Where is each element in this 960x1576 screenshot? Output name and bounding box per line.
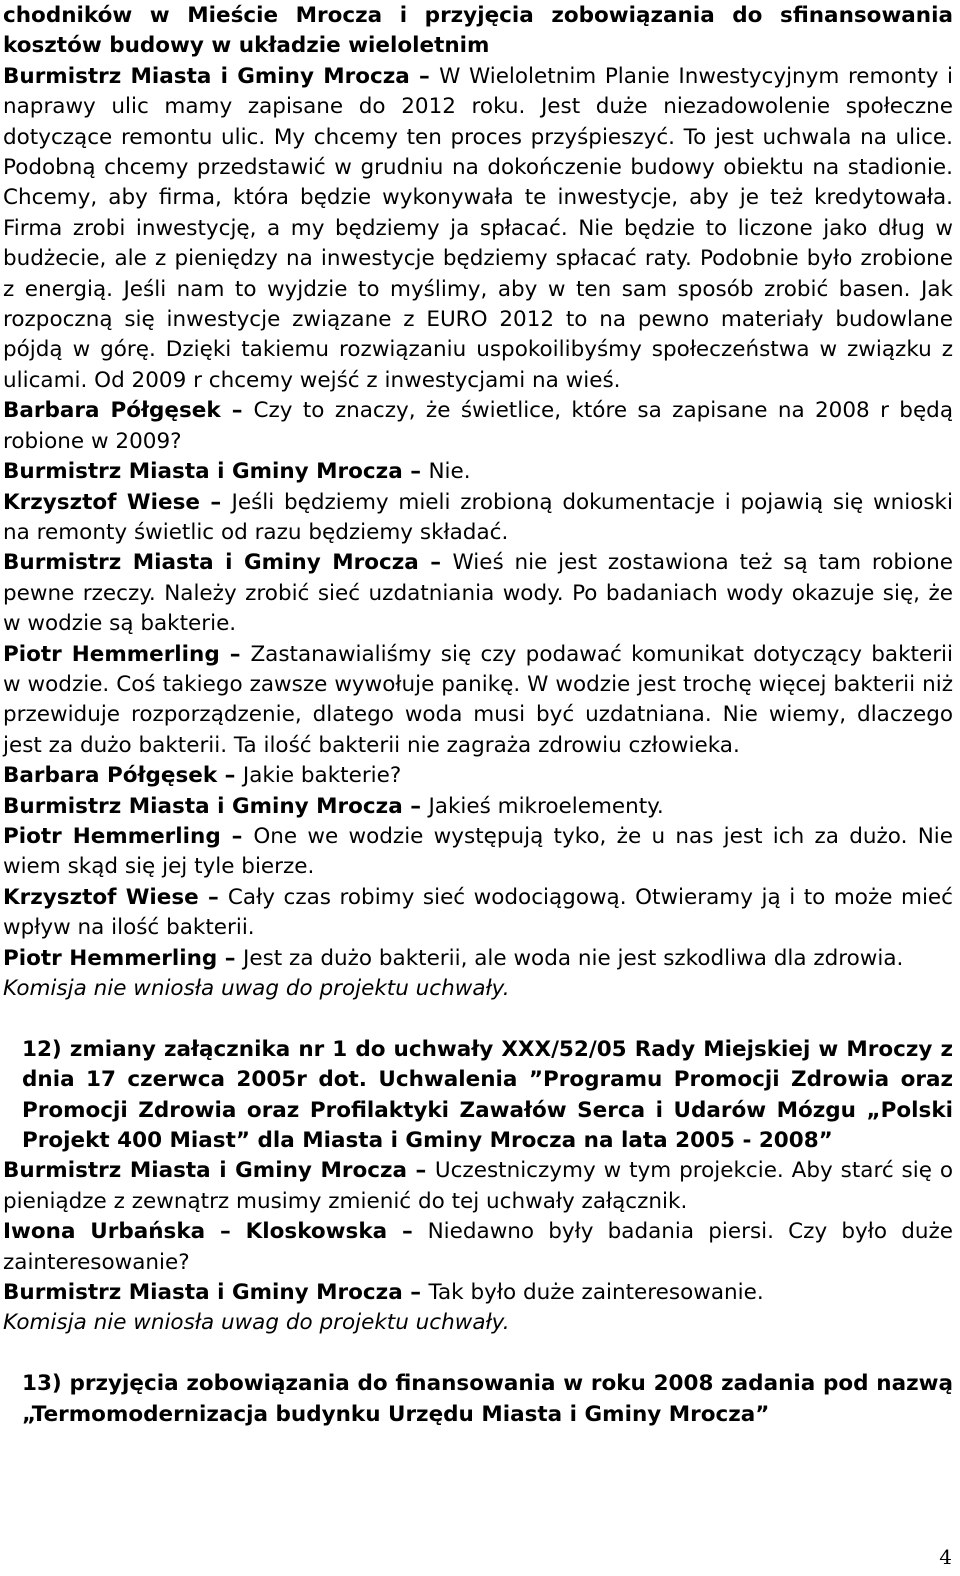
speech-paragraph [3,1278,953,1308]
speech-text: Jakieś mikroelementy. [428,793,664,819]
speaker-name: Piotr Hemmerling [3,641,220,667]
speaker-dash: – [219,641,251,667]
speech-paragraph [3,792,953,822]
speech-text: W Wieloletnim Planie Inwestycyjnym remonty i naprawy ulic mamy zapisane do 2012 roku. Jest duże niezadowolenie społeczne dotyczące remontu ulic. My chcemy ten proces przyśpieszyć. To jest uchwala na ulice. Podobną chcemy przedstawić w grudniu na dokończenie budowy obiektu na stadionie. Chcemy, aby firma, która będzie wykonywała te inwestycje, aby je też kredytowała. Firma zrobi inwestycję, a my będziemy ja spłacać. Nie będzie to liczone jako dług w budżecie, ale z pieniędzy na inwestycje będziemy spłacać raty. Podobnie było zrobione z energią. Jeśli nam to wyjdzie to myślimy, aby w ten sam sposób zrobić basen. Jak rozpoczną się inwestycje związane z EURO 2012 to na pewno materiały budowlane pójdą w górę. Dzięki takiemu rozwiązaniu uspokoilibyśmy społeczeństwa w związku z ulicami. Od 2009 r chcemy wejść z inwestycjami na wieś. [3,63,953,393]
commission-note: Komisja nie wniosła uwag do projektu uchwały. [3,976,510,1001]
speech-text: Jest za dużo bakterii, ale woda nie jest szkodliwa dla zdrowia. [243,945,904,971]
speaker-dash: – [418,550,453,576]
speech-text: Jeśli będziemy mieli zrobioną dokumentacje i pojawią się wnioski na remonty świetlic od razu będziemy składać. [3,489,953,545]
speaker-dash: – [402,793,429,819]
speech-paragraph [3,396,953,457]
speaker-dash: – [402,459,429,485]
speech-paragraph [3,548,953,639]
commission-note: Komisja nie wniosła uwag do projektu uchwały. [3,1310,510,1336]
speaker-name: Burmistrz Miasta i Gminy Mrocza [3,63,410,89]
speaker-name: Burmistrz Miasta i Gminy Mrocza [3,1280,403,1306]
speaker-dash: – [407,1158,435,1184]
speech-text: Zastanawialiśmy się czy podawać komunikat dotyczący bakterii w wodzie. Coś takiego zawsze wywołuje panikę. W wodzie jest trochę więcej bakterii niż przewiduje rozporządzenie, dlatego woda musi być uzdatniana. Nie wiemy, dlaczego jest za dużo bakterii. Ta ilość bakterii nie zagraża zdrowiu człowieka. [3,641,953,758]
speaker-name: Burmistrz Miasta i Gminy Mrocza [3,1158,407,1184]
speech-paragraph [3,1217,953,1278]
agenda-item-heading: 13) przyjęcia zobowiązania do finansowania w roku 2008 zadania pod nazwą „Termomodernizacja budynku Urzędu Miasta i Gminy Mrocza” [22,1371,953,1427]
speech-text: Jakie bakterie? [242,763,402,789]
speech-text: Tak było duże zainteresowanie. [428,1280,764,1306]
speech-paragraph [3,488,953,549]
speaker-name: Krzysztof Wiese [3,884,199,910]
speaker-name: Piotr Hemmerling [3,823,221,849]
speaker-name: Barbara Półgęsek [3,763,218,789]
speaker-dash: – [198,884,228,910]
speech-paragraph [3,1156,953,1217]
speaker-dash: – [220,398,254,424]
speech-paragraph [3,62,953,396]
speaker-dash: – [199,489,232,515]
speech-text: Uczestniczymy w tym projekcie. Aby starć się o pieniądze z zewnątrz musimy zmienić do tej uchwały załącznik. [3,1158,954,1214]
speaker-dash: – [217,945,243,971]
speech-paragraph [3,944,953,974]
speaker-name: Burmistrz Miasta i Gminy Mrocza [3,550,419,576]
speaker-dash: – [387,1219,428,1245]
speech-text: Nie. [428,459,471,485]
speech-paragraph [3,883,953,944]
speech-text: Cały czas robimy sieć wodociągową. Otwieramy ją i to może mieć wpływ na ilość bakterii. [3,884,953,941]
speaker-dash: – [217,763,243,789]
speaker-dash: – [220,823,254,849]
speech-text: Niedawno były badania piersi. Czy było duże zainteresowanie? [3,1219,953,1275]
speaker-dash: – [402,1280,429,1306]
speech-paragraph [3,640,953,762]
speaker-name: Burmistrz Miasta i Gminy Mrocza [3,459,403,485]
page-content [3,1,953,1430]
speech-paragraph [3,822,953,883]
speech-text: Wieś nie jest zostawiona też są tam robione pewne rzeczy. Należy zrobić sieć uzdatniania wody. Po badaniach wody okazuje się, że w wodzie są bakterie. [3,550,953,637]
speaker-name: Burmistrz Miasta i Gminy Mrocza [3,793,403,819]
agenda-item-heading: 12) zmiany załącznika nr 1 do uchwały XXX/52/05 Rady Miejskiej w Mroczy z dnia 17 czerwca 2005r dot. Uchwalenia ”Programu Promocji Zdrowia oraz Promocji Zdrowia oraz Profilaktyki Zawałów Serca i Udarów Mózgu „Polski Projekt 400 Miast” dla Miasta i Gminy Mrocza na lata 2005 - 2008” [22,1036,953,1154]
speaker-dash: – [409,63,440,89]
speaker-name: Piotr Hemmerling [3,945,218,971]
continued-heading: chodników w Mieście Mrocza i przyjęcia zobowiązania do sfinansowania kosztów budowy w układzie wieloletnim [3,3,953,59]
speaker-name: Iwona Urbańska – Kloskowska [3,1219,388,1245]
speech-text: Czy to znaczy, że świetlice, które sa zapisane na 2008 r będą robione w 2009? [3,398,953,454]
page-number: 4 [939,1545,952,1569]
speech-paragraph [3,761,953,791]
speaker-name: Barbara Półgęsek [3,398,221,424]
speech-text: One we wodzie występują tyko, że u nas jest ich za dużo. Nie wiem skąd się jej tyle bierze. [3,823,953,880]
speaker-name: Krzysztof Wiese [3,489,200,515]
speech-paragraph [3,457,953,487]
